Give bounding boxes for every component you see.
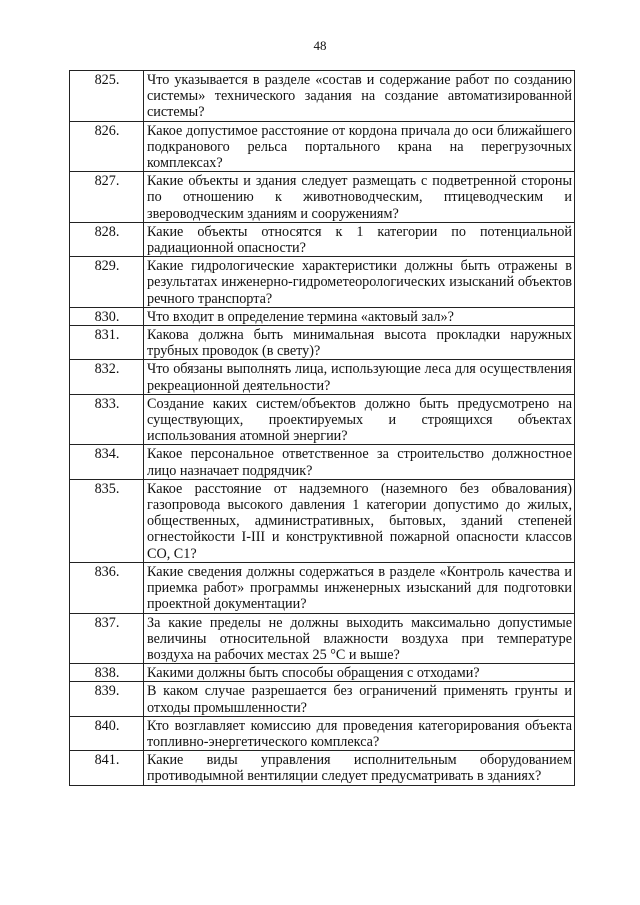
row-number: 829. <box>70 257 144 308</box>
table-row <box>70 71 575 122</box>
question-text: Какова должна быть минимальная высота прокладки наружных трубных проводок (в свету)? <box>144 326 575 360</box>
table-row <box>70 257 575 308</box>
table-row <box>70 360 575 394</box>
table-row <box>70 562 575 613</box>
question-text: Какими должны быть способы обращения с отходами? <box>144 664 575 682</box>
row-number: 834. <box>70 445 144 479</box>
questions-table <box>69 70 575 786</box>
row-number: 835. <box>70 479 144 562</box>
table-row <box>70 613 575 664</box>
question-text: Какие объекты относятся к 1 категории по потенциальной радиационной опасности? <box>144 222 575 256</box>
question-text: За какие пределы не должны выходить максимально допустимые величины относительной влажности воздуха при температуре воздуха на рабочих местах 25 °С и выше? <box>144 613 575 664</box>
table-row <box>70 682 575 716</box>
question-text: Что обязаны выполнять лица, использующие леса для осуществления рекреационной деятельности? <box>144 360 575 394</box>
question-text: Кто возглавляет комиссию для проведения категорирования объекта топливно-энергетического комплекса? <box>144 716 575 750</box>
question-text: В каком случае разрешается без ограничений применять грунты и отходы промышленности? <box>144 682 575 716</box>
question-text: Что указывается в разделе «состав и содержание работ по созданию системы» технического задания на создание автоматизированной системы? <box>144 71 575 122</box>
row-number: 825. <box>70 71 144 122</box>
question-text: Какие виды управления исполнительным оборудованием противодымной вентиляции следует предусматривать в зданиях? <box>144 751 575 785</box>
table-row <box>70 664 575 682</box>
table-row <box>70 307 575 325</box>
table-row <box>70 222 575 256</box>
question-text: Создание каких систем/объектов должно быть предусмотрено на существующих, проектируемых и строящихся объектах использования атомной энергии? <box>144 394 575 445</box>
table-row <box>70 121 575 172</box>
row-number: 830. <box>70 307 144 325</box>
row-number: 833. <box>70 394 144 445</box>
row-number: 832. <box>70 360 144 394</box>
question-text: Какие гидрологические характеристики должны быть отражены в результатах инженерно-гидрометеорологических изысканий объектов речного транспорта? <box>144 257 575 308</box>
table-row <box>70 479 575 562</box>
table-row <box>70 394 575 445</box>
question-text: Какое персональное ответственное за строительство должностное лицо назначает подрядчик? <box>144 445 575 479</box>
table-row <box>70 751 575 785</box>
question-text: Какое расстояние от надземного (наземного без обвалования) газопровода высокого давления 1 категории допустимо до жилых, общественных, административных, бытовых, зданий степеней огнестойкости I-III и конструктивной пожарной опасности классов СО, С1? <box>144 479 575 562</box>
row-number: 841. <box>70 751 144 785</box>
table-row <box>70 172 575 223</box>
row-number: 838. <box>70 664 144 682</box>
row-number: 826. <box>70 121 144 172</box>
question-text: Какое допустимое расстояние от кордона причала до оси ближайшего подкранового рельса портального крана на перегрузочных комплексах? <box>144 121 575 172</box>
row-number: 839. <box>70 682 144 716</box>
question-text: Какие сведения должны содержаться в разделе «Контроль качества и приемка работ» программы инженерных изысканий для подготовки проектной документации? <box>144 562 575 613</box>
row-number: 836. <box>70 562 144 613</box>
row-number: 828. <box>70 222 144 256</box>
page-number: 48 <box>313 38 327 53</box>
question-text: Что входит в определение термина «актовый зал»? <box>144 307 575 325</box>
row-number: 827. <box>70 172 144 223</box>
row-number: 837. <box>70 613 144 664</box>
row-number: 840. <box>70 716 144 750</box>
table-row <box>70 326 575 360</box>
table-row <box>70 445 575 479</box>
question-text: Какие объекты и здания следует размещать с подветренной стороны по отношению к животноводческим, птицеводческим и звероводческим зданиям и сооружениям? <box>144 172 575 223</box>
table-row <box>70 716 575 750</box>
row-number: 831. <box>70 326 144 360</box>
